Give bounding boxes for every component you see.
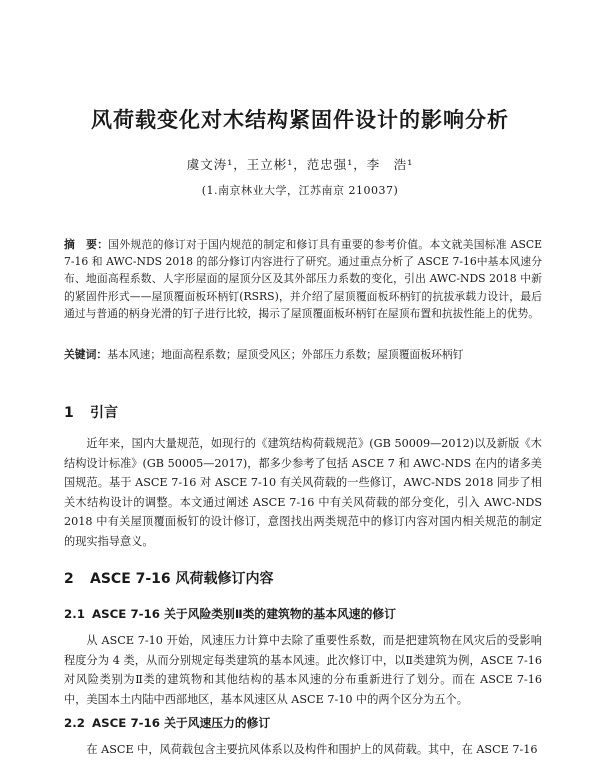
- keywords-label: 关键词：: [64, 348, 108, 361]
- abstract-text: 国外规范的修订对于国内规范的制定和修订具有重要的参考价值。本文就美国标准 ASCE 7-16 和 AWC-NDS 2018 的部分修订内容进行了研究。通过重点分析了 ASCE 7-16中基本风速分布、地面高程系数、人字形屋面的屋顶分区及其外部压力系数的变化，引出 AWC-NDS 2018 中新的紧固件形式——屋顶覆面板环柄钉(RSRS)，并介绍了屋顶覆面板环柄钉的抗拔承载力设计，最后通过与普通的柄身光滑的钉子进行比较，揭示了屋顶覆面板环柄钉在屋顶布置和抗拔性能上的优势。: [64, 238, 543, 320]
- keywords: [64, 346, 542, 363]
- subsection-2-2-number: 2.2: [64, 716, 85, 730]
- abstract: [64, 236, 542, 322]
- subsection-2-1-title: ASCE 7-16 关于风险类别Ⅱ类的建筑物的基本风速的修订: [92, 607, 396, 621]
- keywords-text: 基本风速；地面高程系数；屋顶受风区；外部压力系数；屋顶覆面板环柄钉: [107, 348, 464, 361]
- author-list: 虞文涛¹，王立彬¹，范忠强¹，李 浩¹: [186, 157, 414, 172]
- section-2-title: ASCE 7-16 风荷载修订内容: [90, 571, 274, 587]
- subsection-2-2-heading: [64, 714, 270, 731]
- section-1-paragraph: 近年来，国内大量规范，如现行的《建筑结构荷载规范》(GB 50009—2012)以及新版《木结构设计标准》(GB 50005—2017)，都多少参考了包括 ASCE 7 和 AWC-NDS 在内的诸多美国规范。基于 ASCE 7-16 对 ASCE 7-10 有关风荷载的一些修订，AWC-NDS 2018 同步了相关木结构设计的调整。本文通过阐述 ASCE 7-16 中有关风荷载的部分变化，引入 AWC-NDS 2018 中有关屋顶覆面板钉的设计修订，意图找出两类规范中的修订内容对国内相关规范的制定的现实指导意义。: [64, 437, 542, 548]
- section-1-number: 1: [64, 405, 74, 421]
- affiliation: (1.南京林业大学，江苏南京 210037): [201, 184, 399, 197]
- subsection-2-1-number: 2.1: [64, 607, 85, 621]
- subsection-2-1-heading: [64, 605, 396, 622]
- section-1-title: 引言: [90, 405, 118, 421]
- section-2-heading: [64, 568, 274, 588]
- section-1-heading: [64, 402, 118, 422]
- subsection-2-2-title: ASCE 7-16 关于风速压力的修订: [92, 716, 271, 730]
- section-2-number: 2: [64, 571, 74, 587]
- abstract-label: 摘 要：: [64, 238, 109, 251]
- subsection-2-1-paragraph: 从 ASCE 7-10 开始，风速压力计算中去除了重要性系数，而是把建筑物在风灾后的受影响程度分为 4 类，从而分别规定每类建筑的基本风速。此次修订中，以Ⅱ类建筑为例，ASCE 7-16 对风险类别为Ⅱ类的建筑物和其他结构的基本风速的分布重新进行了划分。而在 ASCE 7-16 中，美国本土内陆中西部地区，基本风速区从 ASCE 7-10 中的两个区分为五个。: [64, 634, 542, 706]
- subsection-2-2-paragraph: 在 ASCE 中，风荷载包含主要抗风体系以及构件和围护上的风荷载。其中，在 ASCE 7-16: [86, 743, 538, 756]
- paper-title: 风荷载变化对木结构紧固件设计的影响分析: [91, 108, 509, 132]
